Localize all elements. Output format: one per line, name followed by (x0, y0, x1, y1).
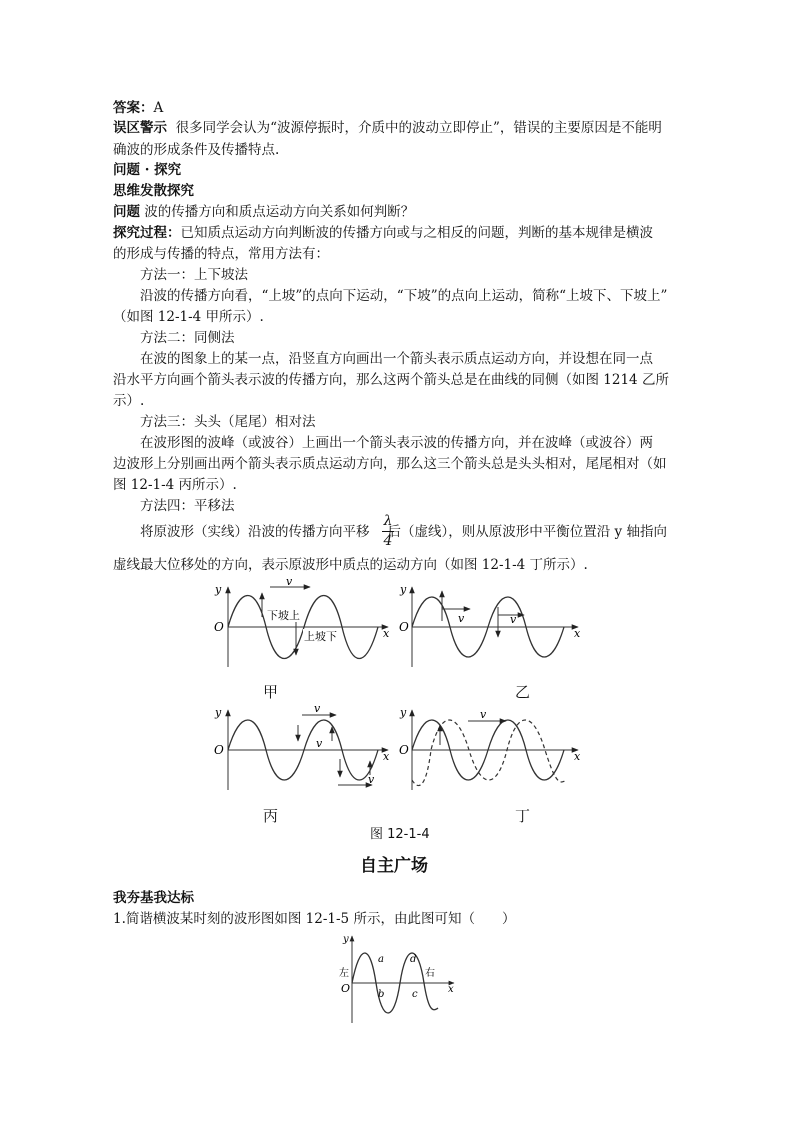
warning-line (113, 118, 662, 138)
method3-line1: 在波形图的波峰（或波谷）上画出一个箭头表示波的传播方向，并在波峰（或波谷）两 (140, 435, 653, 451)
section-thinking: 思维发散探究 (113, 183, 194, 199)
exercise-1: 1.简谐横波某时刻的波形图如图 12-1-5 所示，由此图可知（ ） (113, 911, 516, 927)
question-text: 波的传播方向和质点运动方向关系如何判断？ (144, 204, 415, 220)
method2-line1: 在波的图象上的某一点，沿竖直方向画出一个箭头表示质点运动方向，并设想在同一点 (140, 351, 653, 367)
o-label-yi: O (399, 620, 409, 634)
o-label-bing: O (214, 743, 224, 757)
panel-label-jia: 甲 (263, 683, 279, 701)
y-label-jia: y (215, 583, 222, 596)
method4-text-a: 将原波形（实线）沿波的传播方向平移 (140, 524, 370, 540)
panel-label-yi: 乙 (515, 683, 531, 701)
method2-line3: 示）. (113, 393, 145, 409)
fig5-left: 左 (339, 968, 349, 979)
answer-line (113, 98, 163, 118)
x-label-jia: x (383, 627, 390, 640)
process-text: 已知质点运动方向判断波的传播方向或与之相反的问题，判断的基本规律是横波 (180, 225, 653, 241)
x-label-yi: x (574, 627, 581, 640)
panel-yi (412, 587, 578, 667)
method2-line2: 沿水平方向画个箭头表示波的传播方向，那么这两个箭头总是在曲线的同侧（如图 1214 乙所 (113, 372, 669, 388)
fraction-bar (382, 531, 394, 532)
y-label-ding: y (400, 706, 407, 719)
v-label-yi-2: v (510, 613, 517, 626)
method1-line2: （如图 12-1-4 甲所示）. (113, 309, 264, 325)
fig5-x: x (448, 984, 454, 995)
v-label-bing-2: v (316, 737, 323, 750)
lambda-fraction-den: 4 (383, 533, 393, 549)
panel-label-ding: 丁 (515, 807, 531, 825)
v-label-yi-1: v (458, 612, 465, 625)
x-label-bing: x (383, 750, 390, 763)
warning-line-2: 确波的形成条件及传播特点. (113, 142, 280, 158)
fig5-right: 右 (425, 968, 435, 979)
fig5-c: c (412, 989, 418, 1000)
fig5-a: a (378, 954, 384, 965)
x-label-ding: x (574, 750, 581, 763)
method3-line2: 边波形上分别画出两个箭头表示质点运动方向，那么这三个箭头总是头头相对，尾尾相对（如 (113, 456, 667, 472)
answer-label: 答案： (113, 100, 154, 116)
method3-title: 方法三：头头（尾尾）相对法 (140, 414, 316, 430)
method4-line2: 虚线最大位移处的方向，表示原波形中质点的运动方向（如图 12-1-4 丁所示）. (113, 557, 588, 573)
section-problem: 问题 · 探究 (113, 162, 182, 178)
panel-jia (228, 587, 388, 667)
fig5-d: d (410, 954, 417, 965)
answer-value: A (153, 100, 164, 116)
warning-text: 很多同学会认为“波源停振时，介质中的波动立即停止”，错误的主要原因是不能明 (175, 120, 662, 136)
figure-caption: 图 12-1-4 (370, 827, 430, 842)
fig5-y: y (343, 934, 349, 945)
panel-bing (228, 710, 388, 790)
process-line (113, 223, 653, 243)
o-label-ding: O (399, 743, 409, 757)
method1-line1: 沿波的传播方向看，“上坡”的点向下运动，“下坡”的点向上运动，简称“上坡下、下坡上” (140, 288, 668, 304)
v-label-ding: v (480, 708, 487, 721)
panel-label-bing: 丙 (263, 807, 279, 825)
method3-line3: 图 12-1-4 丙所示）. (113, 477, 237, 493)
method4-line1 (140, 522, 667, 542)
v-label-bing-1: v (314, 702, 321, 715)
y-label-yi: y (400, 583, 407, 596)
o-label-jia: O (214, 620, 224, 634)
v-label-jia: v (286, 575, 293, 588)
v-label-bing-3: v (368, 773, 375, 786)
method4-text-b: 后（虚线），则从原波形中平衡位置沿 y 轴指向 (387, 524, 667, 540)
process-line-2: 的形成与传播的特点，常用方法有： (113, 246, 329, 262)
method1-title: 方法一：上下坡法 (140, 267, 248, 283)
slope-down-up-label: 下坡上 (267, 609, 300, 622)
y-label-bing: y (215, 706, 222, 719)
warning-label: 误区警示 (113, 120, 167, 136)
fig5-o: O (341, 982, 351, 995)
method2-title: 方法二：同侧法 (140, 330, 235, 346)
question-label: 问题 (113, 204, 140, 220)
subheading: 我夯基我达标 (113, 890, 194, 906)
lambda-fraction-num: λ (383, 513, 393, 529)
slope-up-down-label: 上坡下 (304, 630, 337, 643)
section-heading: 自主广场 (360, 856, 428, 876)
fig5-b: b (378, 989, 385, 1000)
question-line (113, 202, 414, 222)
process-label: 探究过程： (113, 225, 181, 241)
method4-title: 方法四：平移法 (140, 498, 235, 514)
panel-ding (412, 710, 578, 790)
figure-12-1-5 (0, 928, 793, 1028)
